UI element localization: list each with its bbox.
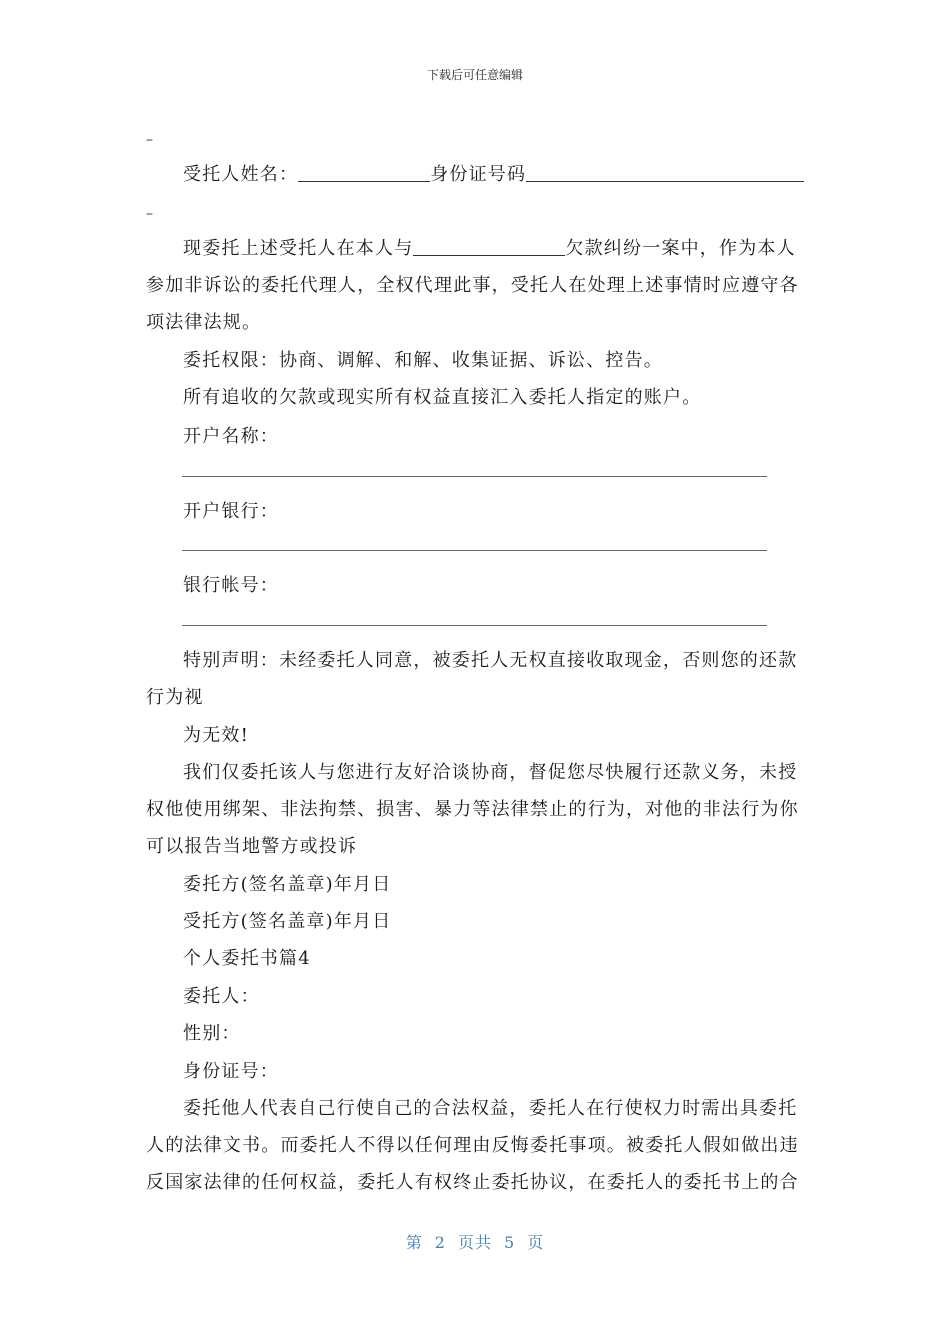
id-label: 身份证号：	[183, 1061, 279, 1082]
page-current: 2	[434, 1233, 446, 1252]
notice-line: 行为视	[146, 687, 204, 708]
account-number-blank	[182, 625, 767, 626]
paragraph-line: 权他使用绑架、非法拘禁、损害、暴力等法律禁止的行为，对他的非法行为你	[146, 799, 799, 820]
principal-label: 委托人：	[183, 986, 260, 1007]
page-footer	[0, 1230, 950, 1253]
account-name-label: 开户名称：	[183, 426, 279, 447]
line-dash: –	[146, 206, 153, 222]
paragraph-line: 项法律法规。	[146, 312, 262, 333]
paragraph-text: 欠款纠纷一案中，作为本人	[565, 238, 796, 259]
section-title: 个人委托书篇4	[183, 948, 311, 969]
paragraph-line: 反国家法律的任何权益，委托人有权终止委托协议，在委托人的委托书上的合	[146, 1172, 799, 1193]
party-blank	[413, 237, 565, 256]
paragraph-line: 可以报告当地警方或投诉	[146, 836, 358, 857]
agent-name-blank	[298, 163, 430, 182]
agent-name-row	[183, 160, 804, 186]
gender-label: 性别：	[183, 1023, 241, 1044]
principal-signature-line: 委托方(签名盖章)年月日	[183, 874, 392, 895]
remit-line: 所有追收的欠款或现实所有权益直接汇入委托人指定的账户。	[183, 387, 702, 408]
id-number-label: 身份证号码	[430, 164, 527, 185]
line-dash: –	[146, 132, 153, 148]
authority-line: 委托权限：协商、调解、和解、收集证据、诉讼、控告。	[183, 350, 663, 371]
paragraph-line: 参加非诉讼的委托代理人，全权代理此事，受托人在处理上述事情时应遵守各	[146, 275, 799, 296]
paragraph-line: 我们仅委托该人与您进行友好洽谈协商，督促您尽快履行还款义务，未授	[183, 762, 798, 783]
id-number-blank	[526, 163, 804, 182]
paragraph-text: 现委托上述受托人在本人与	[183, 238, 414, 259]
agent-name-label: 受托人姓名：	[183, 164, 299, 185]
paragraph-line: 委托他人代表自己行使自己的合法权益，委托人在行使权力时需出具委托	[183, 1098, 798, 1119]
account-number-label: 银行帐号：	[183, 575, 279, 596]
agent-signature-line: 受托方(签名盖章)年月日	[183, 911, 392, 932]
notice-line: 特别声明：未经委托人同意，被委托人无权直接收取现金，否则您的还款	[183, 650, 798, 671]
page-suffix: 页	[527, 1233, 545, 1252]
paragraph-line: 人的法律文书。而委托人不得以任何理由反悔委托事项。被委托人假如做出违	[146, 1135, 799, 1156]
page-prefix: 第	[405, 1233, 423, 1252]
page-middle: 页共	[457, 1233, 492, 1252]
bank-blank	[182, 550, 767, 551]
account-name-blank	[182, 476, 767, 477]
paragraph-line	[183, 234, 796, 260]
notice-line: 为无效!	[183, 725, 250, 746]
page-total: 5	[504, 1233, 516, 1252]
bank-label: 开户银行：	[183, 501, 279, 522]
page-header: 下载后可任意编辑	[426, 68, 523, 82]
